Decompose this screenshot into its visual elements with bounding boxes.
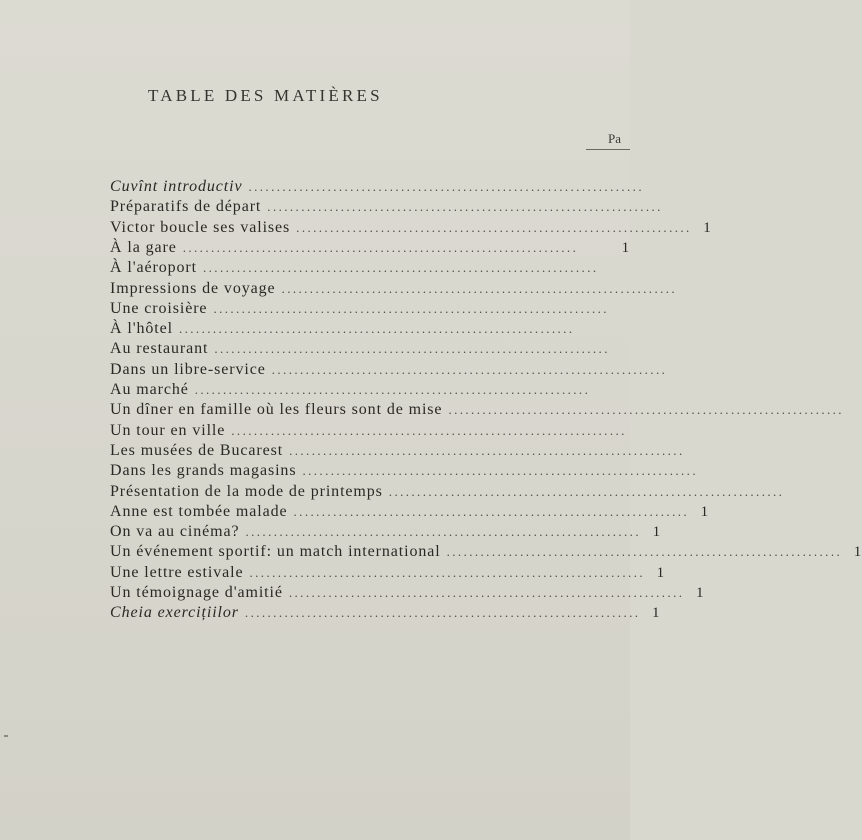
toc-entry [110,462,698,482]
dot-leader: ...................................................................... [388,483,785,499]
toc-entry [110,523,661,543]
toc-entry-page: 1 [652,524,661,541]
page-column-rule [586,149,630,150]
toc-entry-title: Au restaurant [110,340,209,358]
toc-entry [110,300,630,320]
dot-leader: ...................................................................... [289,442,685,458]
toc-entry-page: 1 [621,239,630,256]
toc-entry [110,502,710,523]
toc-entry [110,320,630,340]
toc-entry-title: Une croisière [110,299,208,317]
toc-entry-title: Impressions de voyage [110,279,276,297]
dot-leader: ...................................................................... [448,402,844,418]
page-column-label: Pa [608,131,621,146]
toc-entry-page: 1 [703,219,712,236]
toc-entry [110,381,630,401]
dot-leader: ...................................................................... [245,524,641,540]
dot-leader: ...................................................................... [296,219,692,235]
toc-entry-title: Cuvînt introductiv [110,178,243,195]
toc-entry-title: Un tour en ville [110,421,226,439]
toc-entry [110,401,844,421]
toc-entry [110,441,685,462]
toc-entry [110,239,630,259]
dot-leader: ...................................................................... [203,260,599,276]
toc-entry-title: Victor boucle ses valises [110,218,291,236]
toc-entry [110,482,785,503]
toc-entry-title: À la gare [110,238,177,256]
dot-leader: ...................................................................... [302,463,698,479]
dot-leader: ...................................................................... [214,341,610,357]
dot-leader: ...................................................................... [446,544,843,560]
toc-entry-title: Dans un libre-service [110,360,266,378]
toc-entry-page: 1 [656,564,665,581]
toc-entry-page: 1 [652,605,661,622]
dot-leader: ...................................................................... [178,321,575,337]
toc-entry-title: Dans les grands magasins [110,462,297,480]
toc-entry [110,279,678,300]
toc-entry-title: On va au cinéma? [110,523,240,541]
dot-leader: ...................................................................... [194,382,591,397]
toc-entry [110,340,630,360]
toc-entry [110,198,663,218]
toc-entry-title: Une lettre estivale [110,563,244,581]
toc-entry-title: Préparatifs de départ [110,198,262,216]
dot-leader: ...................................................................... [231,422,627,438]
toc-entry [110,218,712,239]
toc-entry-page: 1 [695,585,705,601]
margin-mark [4,735,8,737]
dot-leader: ...................................................................... [249,564,645,580]
dot-leader: ...................................................................... [244,605,641,621]
page-title: TABLE DES MATIÈRES [148,86,383,105]
toc-entry [110,259,630,279]
toc-entry-page: 1 [853,544,862,561]
toc-entry [110,360,668,381]
toc-entry [110,563,665,584]
dot-leader: ...................................................................... [281,280,678,296]
dot-leader: ...................................................................... [182,239,579,255]
toc-entry [110,543,862,563]
toc-entry-title: À l'aéroport [110,259,197,277]
toc-entry-title: Les musées de Bucarest [110,441,284,459]
toc-entry-title: Un dîner en famille où les fleurs sont de mise [110,401,443,419]
dot-leader: ...................................................................... [293,503,690,519]
dot-leader: ...................................................................... [271,361,668,377]
toc-entry [110,178,644,198]
dot-leader: ...................................................................... [213,300,609,316]
toc-entry-title: Au marché [110,381,189,398]
dot-leader: ...................................................................... [248,179,644,194]
toc-entry [110,584,705,604]
toc-entry [110,422,630,442]
toc-entry-title: Anne est tombée malade [110,502,288,520]
toc-entry-page: 1 [700,503,710,520]
toc-entry-title: À l'hôtel [110,320,173,338]
toc-entry-title: Un événement sportif: un match international [110,543,441,561]
toc-entry-title: Présentation de la mode de printemps [110,482,383,500]
toc-entry-title: Un témoignage d'amitié [110,584,283,601]
toc-entry [110,604,661,624]
toc-entry-title: Cheia exercițiilor [110,604,239,622]
dot-leader: ...................................................................... [267,199,663,215]
dot-leader: ...................................................................... [288,585,685,600]
